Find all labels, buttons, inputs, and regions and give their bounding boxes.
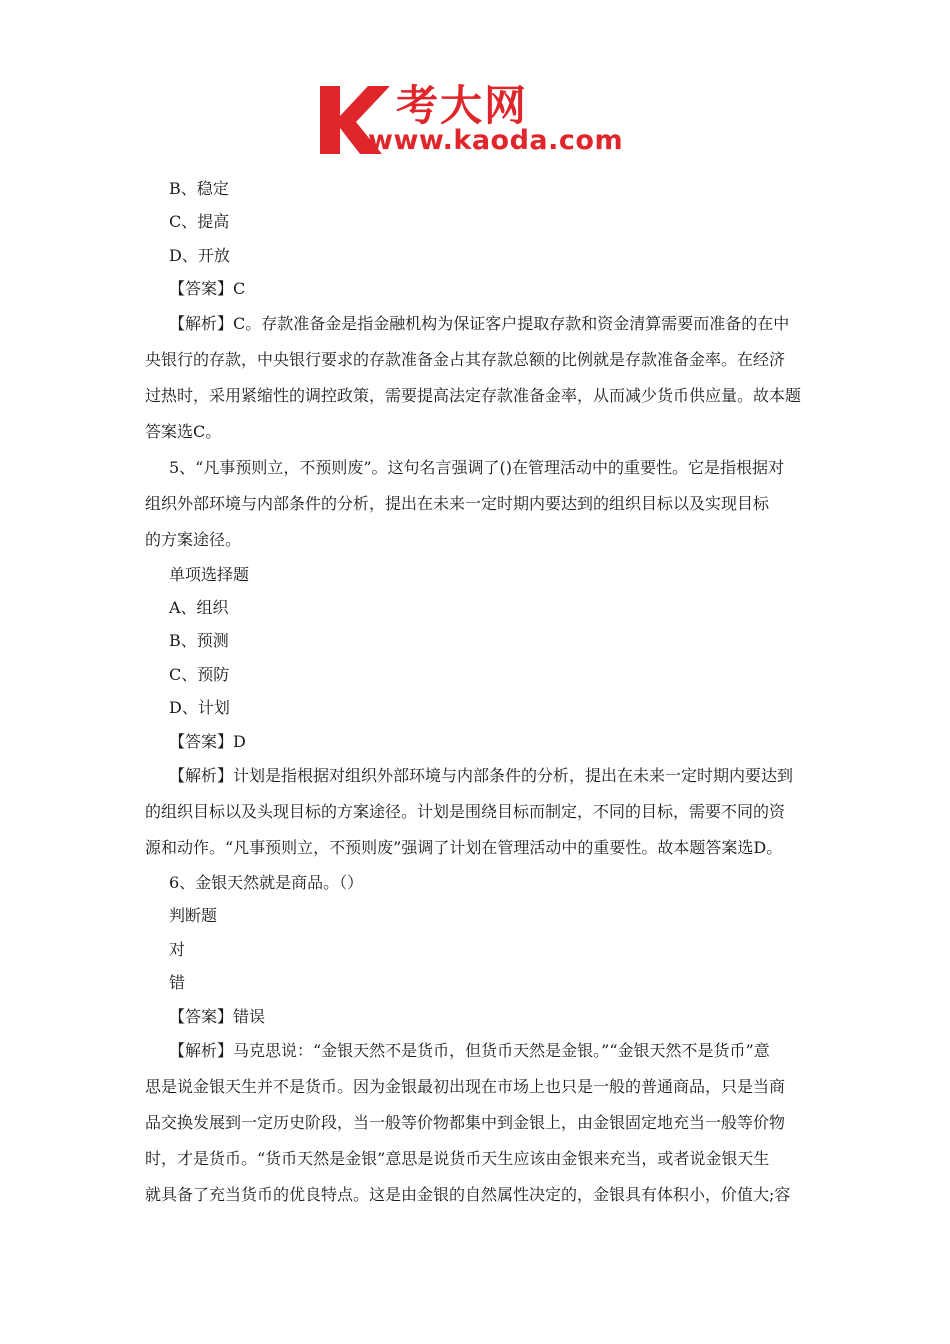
option-false: 错 xyxy=(169,973,186,993)
option-b-stable: B、稳定 xyxy=(169,179,229,198)
paragraph-line: 【解析】C。存款准备金是指金融机构为保证客户提取存款和资金清算需要而准备的在中 xyxy=(169,313,790,333)
option-a-organize: A、组织 xyxy=(169,598,229,618)
logo-chinese-text: 考大网 xyxy=(396,81,529,130)
paragraph-line: 组织外部环境与内部条件的分析，提出在未来一定时期内要达到的组织目标以及实现目标 xyxy=(145,493,770,513)
answer-q4: 【答案】C xyxy=(169,279,246,299)
option-true: 对 xyxy=(169,939,186,959)
question-6: 6、金银天然就是商品。（） xyxy=(169,873,364,893)
paragraph-line: 5、“凡事预则立，不预则废”。这句名言强调了()在管理活动中的重要性。它是指根据对 xyxy=(169,457,785,477)
document-content xyxy=(145,172,810,1213)
question-type-single-choice: 单项选择题 xyxy=(169,564,250,584)
paragraph-line: 的组织目标以及头现目标的方案途径。计划是围绕目标而制定，不同的目标，需要不同的资 xyxy=(145,802,786,822)
paragraph-line: 【解析】马克思说：“金银天然不是货币，但货币天然是金银。”“金银天然不是货币”意 xyxy=(169,1041,770,1061)
paragraph-line: 【解析】计划是指根据对组织外部环境与内部条件的分析，提出在未来一定时期内要达到 xyxy=(169,766,794,786)
option-d-plan: D、计划 xyxy=(169,698,230,718)
question-5 xyxy=(145,450,810,558)
kaoda-logo xyxy=(316,80,646,160)
answer-q6: 【答案】错误 xyxy=(169,1006,266,1026)
option-b-forecast: B、预测 xyxy=(169,631,229,651)
paragraph-line: 答案选C。 xyxy=(145,421,222,441)
paragraph-line: 的方案途径。 xyxy=(145,529,242,549)
paragraph-line: 源和动作。“凡事预则立，不预则废”强调了计划在管理活动中的重要性。故本题答案选D。 xyxy=(145,838,783,858)
explanation-q4 xyxy=(145,306,810,450)
logo-url-text: www.kaoda.com xyxy=(368,125,624,156)
question-type-true-false: 判断题 xyxy=(169,906,218,926)
option-c-prevent: C、预防 xyxy=(169,664,230,684)
option-d-open: D、开放 xyxy=(169,245,230,265)
explanation-q5 xyxy=(145,758,810,866)
paragraph-line: 时，才是货币。“货币天然是金银”意思是说货币天生应该由金银来充当，或者说金银天生 xyxy=(145,1149,770,1169)
paragraph-line: 过热时，采用紧缩性的调控政策，需要提高法定存款准备金率，从而减少货币供应量。故本题 xyxy=(145,385,802,405)
option-c-raise: C、提高 xyxy=(169,212,230,232)
paragraph-line: 思是说金银天生并不是货币。因为金银最初出现在市场上也只是一般的普通商品，只是当商 xyxy=(145,1077,786,1097)
explanation-q6 xyxy=(145,1033,810,1213)
paragraph-line: 央银行的存款，中央银行要求的存款准备金占其存款总额的比例就是存款准备金率。在经济 xyxy=(145,349,786,369)
answer-q5: 【答案】D xyxy=(169,731,246,751)
paragraph-line: 品交换发展到一定历史阶段，当一般等价物都集中到金银上，由金银固定地充当一般等价物 xyxy=(145,1113,786,1133)
paragraph-line: 就具备了充当货币的优良特点。这是由金银的自然属性决定的，金银具有体积小，价值大;容 xyxy=(145,1185,791,1205)
